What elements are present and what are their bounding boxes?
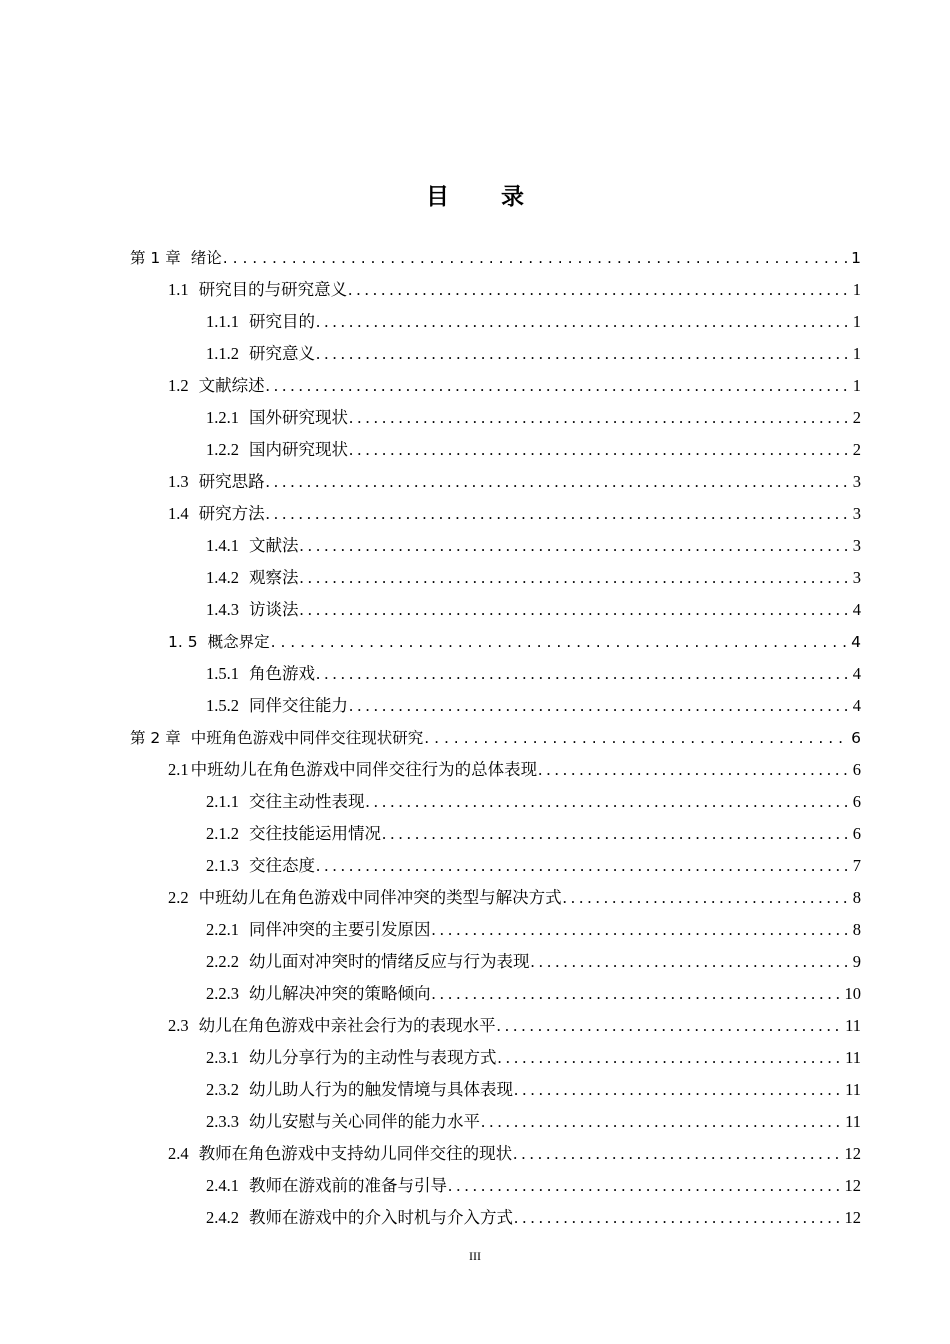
toc-entry-title: 幼儿安慰与关心同伴的能力水平 <box>249 1112 480 1131</box>
toc-entry-page: 7 <box>852 856 861 875</box>
toc-entry-number: 1.2.2 <box>206 440 239 459</box>
toc-entry-page: 4 <box>852 696 861 715</box>
toc-entry-page: 12 <box>844 1176 861 1195</box>
toc-dot-leader <box>432 914 850 946</box>
toc-entry-title: 中班角色游戏中同伴交往现状研究 <box>190 729 424 747</box>
toc-entry-title: 角色游戏 <box>249 664 315 683</box>
toc-entry-page: 11 <box>845 1016 861 1035</box>
toc-entry-number: 2.1.3 <box>206 856 239 875</box>
toc-dot-leader <box>300 562 850 594</box>
toc-entry-title: 研究方法 <box>198 504 265 523</box>
toc-entry-number: 2.3.3 <box>206 1112 239 1131</box>
toc-entry-page: 1 <box>852 344 861 363</box>
toc-dot-leader <box>316 338 850 370</box>
toc-subsection-entry[interactable] <box>206 1170 861 1202</box>
toc-section-entry[interactable] <box>168 498 861 530</box>
toc-subsection-entry[interactable] <box>206 594 861 626</box>
toc-dot-leader <box>538 754 850 786</box>
toc-entry-page: 2 <box>852 408 861 427</box>
toc-entry-page: 1 <box>852 312 861 331</box>
toc-entry-number: 1.4 <box>168 504 189 523</box>
toc-entry-number: 1.3 <box>168 472 189 491</box>
toc-subsection-entry[interactable] <box>206 530 861 562</box>
toc-entry-title: 访谈法 <box>249 600 299 619</box>
toc-entry-page: 11 <box>845 1112 861 1131</box>
toc-entry-number: 第 1 章 <box>130 249 181 267</box>
toc-entry-number: 2.1.1 <box>206 792 239 811</box>
toc-section-entry[interactable] <box>168 274 861 306</box>
toc-dot-leader <box>498 1042 843 1074</box>
toc-subsection-entry[interactable] <box>206 306 861 338</box>
toc-subsection-entry[interactable] <box>206 978 861 1010</box>
toc-entry-page: 11 <box>845 1048 861 1067</box>
toc-entry-title: 中班幼儿在角色游戏中同伴交往行为的总体表现 <box>190 760 538 779</box>
toc-entry-title: 幼儿分享行为的主动性与表现方式 <box>249 1048 497 1067</box>
toc-entry-title: 幼儿解决冲突的策略倾向 <box>249 984 431 1003</box>
toc-dot-leader <box>300 594 850 626</box>
toc-subsection-entry[interactable] <box>206 434 861 466</box>
toc-subsection-entry[interactable] <box>206 850 861 882</box>
toc-entry-number: 第 2 章 <box>130 729 181 747</box>
toc-dot-leader <box>266 498 850 530</box>
toc-entry-page: 1 <box>851 249 861 267</box>
toc-entry-number: 2.4.2 <box>206 1208 239 1227</box>
toc-dot-leader <box>300 530 850 562</box>
toc-entry-page: 4 <box>851 633 861 651</box>
toc-dot-leader <box>349 402 850 434</box>
toc-entry-title: 研究目的 <box>249 312 315 331</box>
toc-dot-leader <box>563 882 850 914</box>
toc-entry-title: 概念界定 <box>207 633 270 651</box>
toc-entry-title: 交往技能运用情况 <box>249 824 381 843</box>
toc-entry-number: 2.4 <box>168 1144 189 1163</box>
toc-entry-number: 2.1 <box>168 760 189 779</box>
toc-entry-title: 同伴冲突的主要引发原因 <box>249 920 431 939</box>
toc-entry-title: 国内研究现状 <box>249 440 348 459</box>
toc-entry-page: 1 <box>852 280 861 299</box>
toc-entry-title: 研究目的与研究意义 <box>198 280 348 299</box>
toc-section-entry[interactable] <box>168 1138 861 1170</box>
toc-entry-number: 1.4.2 <box>206 568 239 587</box>
toc-entry-page: 12 <box>844 1144 861 1163</box>
toc-dot-leader <box>349 690 850 722</box>
toc-subsection-entry[interactable] <box>206 1042 861 1074</box>
toc-section-entry[interactable] <box>168 754 861 786</box>
toc-subsection-entry[interactable] <box>206 338 861 370</box>
toc-entry-title: 绪论 <box>190 249 222 267</box>
toc-section-entry[interactable] <box>168 370 861 402</box>
toc-dot-leader <box>348 274 850 306</box>
toc-section-entry[interactable] <box>168 626 861 658</box>
toc-subsection-entry[interactable] <box>206 786 861 818</box>
toc-entry-number: 2.2.1 <box>206 920 239 939</box>
toc-entry-title: 教师在角色游戏中支持幼儿同伴交往的现状 <box>198 1144 513 1163</box>
toc-entry-page: 3 <box>852 504 861 523</box>
toc-subsection-entry[interactable] <box>206 914 861 946</box>
toc-entry-number: 1.4.1 <box>206 536 239 555</box>
toc-entry-page: 10 <box>844 984 861 1003</box>
toc-entry-page: 6 <box>852 760 861 779</box>
toc-dot-leader <box>514 1202 842 1234</box>
toc-dot-leader <box>382 818 850 850</box>
toc-entry-number: 1. 5 <box>168 633 198 651</box>
toc-title: 目 录 <box>425 184 546 210</box>
toc-entry-title: 研究意义 <box>249 344 315 363</box>
page-number: III <box>469 1249 481 1263</box>
toc-dot-leader <box>514 1074 842 1106</box>
toc-dot-leader <box>497 1010 842 1042</box>
toc-entry-page: 4 <box>852 600 861 619</box>
toc-subsection-entry[interactable] <box>206 1202 861 1234</box>
toc-entry-title: 交往主动性表现 <box>249 792 365 811</box>
toc-entry-title: 幼儿在角色游戏中亲社会行为的表现水平 <box>198 1016 496 1035</box>
toc-entry-page: 8 <box>852 920 861 939</box>
toc-entry-number: 1.1 <box>168 280 189 299</box>
toc-entry-number: 2.2.2 <box>206 952 239 971</box>
toc-dot-leader <box>366 786 850 818</box>
toc-dot-leader <box>271 626 849 658</box>
toc-entry-page: 3 <box>852 536 861 555</box>
toc-entry-page: 12 <box>844 1208 861 1227</box>
toc-entry-page: 8 <box>852 888 861 907</box>
toc-entry-number: 1.5.1 <box>206 664 239 683</box>
toc-entry-page: 2 <box>852 440 861 459</box>
toc-entry-title: 中班幼儿在角色游戏中同伴冲突的类型与解决方式 <box>198 888 562 907</box>
toc-dot-leader <box>531 946 850 978</box>
toc-section-entry[interactable] <box>168 1010 861 1042</box>
toc-entry-title: 幼儿助人行为的触发情境与具体表现 <box>249 1080 513 1099</box>
toc-entry-page: 11 <box>845 1080 861 1099</box>
toc-entry-page: 4 <box>852 664 861 683</box>
toc-subsection-entry[interactable] <box>206 562 861 594</box>
toc-entry-title: 交往态度 <box>249 856 315 875</box>
toc-entry-title: 研究思路 <box>198 472 265 491</box>
toc-entry-title: 同伴交往能力 <box>249 696 348 715</box>
toc-entry-number: 2.3.1 <box>206 1048 239 1067</box>
toc-entry-page: 6 <box>851 729 861 747</box>
toc-subsection-entry[interactable] <box>206 1074 861 1106</box>
toc-entry-number: 1.2 <box>168 376 189 395</box>
toc-chapter-entry[interactable] <box>130 242 861 274</box>
toc-dot-leader <box>266 466 850 498</box>
toc-entry-number: 1.2.1 <box>206 408 239 427</box>
toc-dot-leader <box>349 434 850 466</box>
toc-entry-number: 1.1.2 <box>206 344 239 363</box>
toc-subsection-entry[interactable] <box>206 1106 861 1138</box>
toc-entry-title: 教师在游戏前的准备与引导 <box>249 1176 447 1195</box>
toc-subsection-entry[interactable] <box>206 402 861 434</box>
toc-entry-number: 1.5.2 <box>206 696 239 715</box>
toc-entry-title: 观察法 <box>249 568 299 587</box>
toc-dot-leader <box>223 242 848 274</box>
toc-dot-leader <box>266 370 850 402</box>
toc-entry-page: 3 <box>852 568 861 587</box>
toc-dot-leader <box>432 978 842 1010</box>
toc-entry-number: 2.1.2 <box>206 824 239 843</box>
toc-dot-leader <box>513 1138 841 1170</box>
toc-entry-page: 3 <box>852 472 861 491</box>
toc-entry-page: 1 <box>852 376 861 395</box>
toc-subsection-entry[interactable] <box>206 946 861 978</box>
toc-entry-page: 6 <box>852 792 861 811</box>
toc-entry-number: 2.3.2 <box>206 1080 239 1099</box>
toc-chapter-entry[interactable] <box>130 722 861 754</box>
toc-dot-leader <box>316 658 850 690</box>
toc-dot-leader <box>448 1170 842 1202</box>
toc-dot-leader <box>316 306 850 338</box>
toc-entry-number: 2.2 <box>168 888 189 907</box>
toc-subsection-entry[interactable] <box>206 690 861 722</box>
toc-entry-page: 6 <box>852 824 861 843</box>
toc-entry-page: 9 <box>852 952 861 971</box>
toc-subsection-entry[interactable] <box>206 818 861 850</box>
toc-section-entry[interactable] <box>168 882 861 914</box>
toc-dot-leader <box>481 1106 842 1138</box>
toc-entry-title: 教师在游戏中的介入时机与介入方式 <box>249 1208 513 1227</box>
toc-dot-leader <box>424 722 848 754</box>
toc-entry-title: 国外研究现状 <box>249 408 348 427</box>
toc-entry-title: 文献综述 <box>198 376 265 395</box>
toc-entry-number: 1.4.3 <box>206 600 239 619</box>
toc-subsection-entry[interactable] <box>206 658 861 690</box>
toc-entry-title: 文献法 <box>249 536 299 555</box>
toc-entry-number: 2.3 <box>168 1016 189 1035</box>
toc-section-entry[interactable] <box>168 466 861 498</box>
toc-dot-leader <box>316 850 850 882</box>
toc-entry-number: 1.1.1 <box>206 312 239 331</box>
toc-entry-number: 2.4.1 <box>206 1176 239 1195</box>
toc-entry-number: 2.2.3 <box>206 984 239 1003</box>
toc-entry-title: 幼儿面对冲突时的情绪反应与行为表现 <box>249 952 530 971</box>
